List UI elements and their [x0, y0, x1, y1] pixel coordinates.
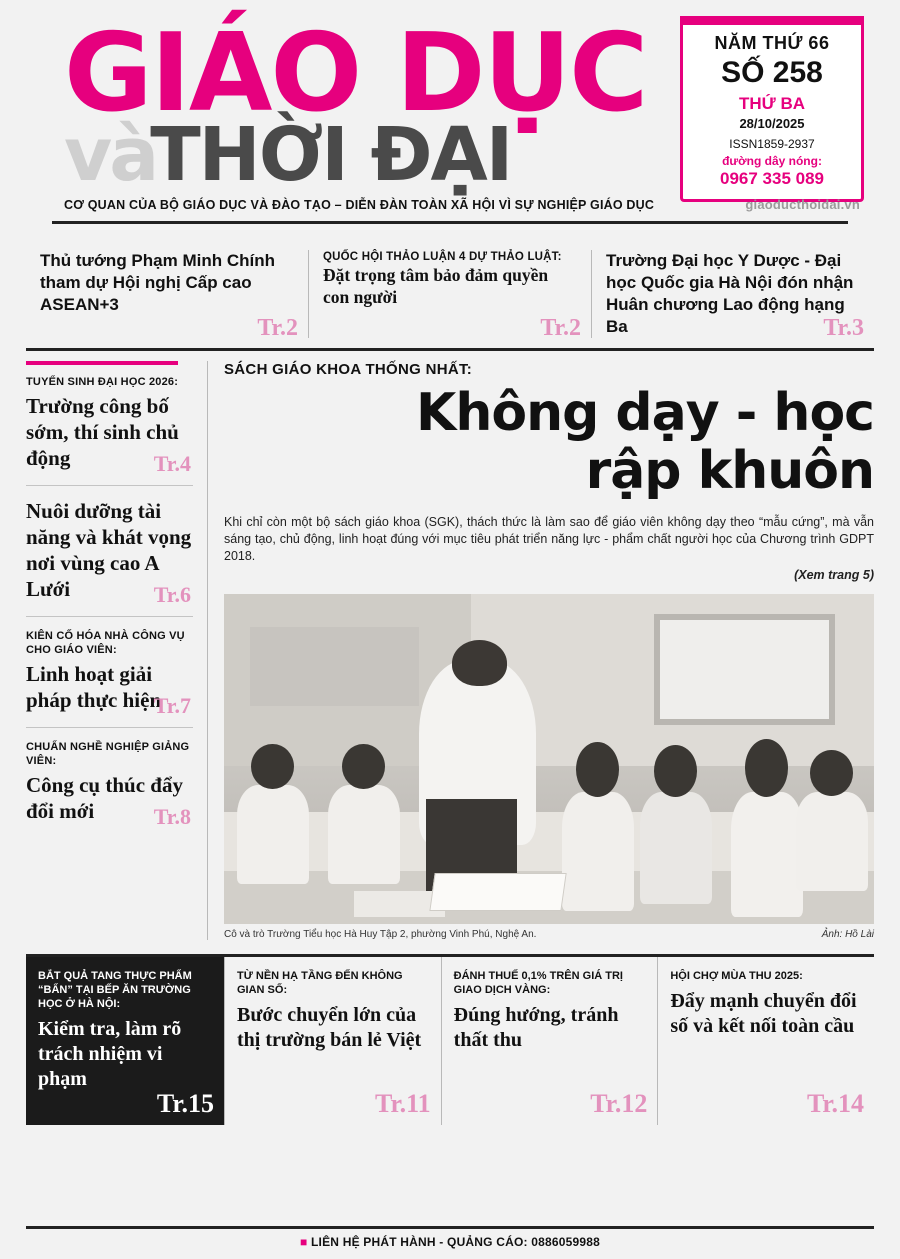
footer-contact [26, 1235, 874, 1249]
bottom-teaser-title: Đẩy mạnh chuyển đổi số và kết nối toàn cầu [670, 990, 857, 1037]
sidebar-item-title: Linh hoạt giải pháp thực hiện [26, 662, 162, 712]
masthead-tagline: CƠ QUAN CỦA BỘ GIÁO DỤC VÀ ĐÀO TẠO – DIỄN ĐÀN TOÀN XÃ HỘI VÌ SỰ NGHIỆP GIÁO DỤC [64, 198, 655, 212]
sidebar-item-2[interactable] [26, 498, 193, 617]
photo-student [562, 792, 634, 911]
teaser-title: Thủ tướng Phạm Minh Chính tham dự Hội nghị Cấp cao ASEAN+3 [40, 251, 275, 314]
footer-bullet-icon: ■ [300, 1235, 308, 1249]
deck-text: Khi chỉ còn một bộ sách giáo khoa (SGK), thách thức là làm sao để giáo viên không dạy theo “mẫu cứng”, mà vẫn sáng tạo, chủ động, linh hoạt đúng với mục tiêu phát triển năng lực - phẩm chất người học của Chương trình GDPT 2018. [224, 515, 874, 563]
hotline-number: 0967 335 089 [720, 169, 824, 188]
sidebar-item-kicker: CHUẨN NGHỀ NGHIỆP GIẢNG VIÊN: [26, 741, 190, 767]
tagline-row [26, 197, 874, 212]
masthead [26, 0, 874, 238]
photo-window [654, 614, 835, 725]
sidebar-item-title: Trường công bố sớm, thí sinh chủ động [26, 394, 179, 470]
sidebar-item-page-ref: Tr.7 [153, 693, 191, 718]
main-story-kicker: SÁCH GIÁO KHOA THỐNG NHẤT: [224, 361, 473, 378]
sidebar-item-page-ref: Tr.6 [153, 582, 191, 607]
classroom-photo [224, 594, 874, 924]
newspaper-logo [64, 11, 647, 198]
sidebar-item-3[interactable] [26, 629, 193, 728]
bottom-teaser-kicker: BẮT QUẢ TANG THỰC PHẨM “BẨN” TẠI BẾP ĂN TRƯỜNG HỌC Ở HÀ NỘI: [38, 970, 192, 1010]
bottom-teaser-4[interactable] [657, 957, 874, 1125]
photo-student [328, 785, 400, 884]
headline-line-1: Không dạy - học [416, 383, 874, 443]
photo-whiteboard [250, 627, 419, 706]
bottom-teaser-title: Kiểm tra, làm rõ trách nhiệm vi phạm [38, 1018, 182, 1090]
teaser-page-ref: Tr.2 [257, 315, 298, 341]
bottom-teaser-kicker: HỘI CHỢ MÙA THU 2025: [670, 970, 803, 982]
logo-title-sub [64, 112, 646, 198]
photo-student [731, 792, 803, 917]
photo-student [640, 792, 712, 904]
issue-box-accent-bar [680, 16, 864, 25]
sidebar-item-title: Công cụ thúc đẩy đổi mới [26, 773, 183, 823]
photo-caption: Cô và trò Trường Tiểu học Hà Huy Tập 2, phường Vinh Phú, Nghệ An. [224, 929, 537, 940]
teaser-strip [26, 238, 874, 351]
sidebar-item-kicker: TUYỂN SINH ĐẠI HỌC 2026: [26, 376, 179, 388]
bottom-teaser-page-ref: Tr.14 [806, 1089, 865, 1118]
main-story-headline [224, 384, 874, 500]
photo-student-head [654, 745, 697, 797]
teaser-title: Đặt trọng tâm bảo đảm quyền con người [323, 265, 549, 307]
photo-student-head [251, 744, 294, 790]
photo-caption-row [224, 929, 874, 940]
teaser-item-3[interactable] [591, 250, 874, 341]
website-url[interactable]: giaoducthoidai.vn [745, 197, 860, 212]
sidebar-item-1[interactable] [26, 375, 193, 486]
hotline-label: đường dây nóng: [722, 154, 822, 168]
footer-contact-text: LIÊN HỆ PHÁT HÀNH - QUẢNG CÁO: 0886059988 [311, 1235, 600, 1249]
teaser-title: Trường Đại học Y Dược - Đại học Quốc gia Hà Nội đón nhận Huân chương Lao động hạng Ba [606, 251, 854, 336]
sidebar-item-title: Nuôi dưỡng tài năng và khát vọng nơi vùng cao A Lưới [26, 499, 192, 601]
issue-year: NĂM THỨ 66 [714, 33, 830, 53]
sidebar-item-4[interactable] [26, 740, 193, 838]
sidebar-accent-bar [26, 361, 178, 365]
photo-student-head [810, 750, 853, 796]
bottom-teaser-page-ref: Tr.11 [375, 1089, 431, 1118]
logo-title-main: GIÁO DỤC [64, 11, 647, 136]
photo-student-head [576, 742, 619, 797]
teaser-item-1[interactable] [26, 250, 308, 341]
teaser-page-ref: Tr.3 [823, 315, 864, 341]
issue-number: SỐ 258 [721, 56, 823, 89]
bottom-teaser-title: Đúng hướng, tránh thất thu [453, 1004, 619, 1051]
issue-date: 28/10/2025 [739, 116, 805, 131]
page-footer [26, 1226, 874, 1249]
body-columns [26, 351, 874, 940]
left-sidebar-column [26, 361, 208, 940]
main-photo-block [224, 594, 874, 940]
photo-student-head [745, 739, 788, 797]
bottom-teaser-2[interactable] [224, 957, 441, 1125]
logo-word-va: và [64, 112, 157, 198]
photo-open-book [429, 873, 566, 911]
bottom-teaser-title: Bước chuyển lớn của thị trường bán lẻ Việt [237, 1004, 422, 1051]
issue-issn: ISSN1859-2937 [729, 137, 815, 151]
main-story-deck [224, 514, 874, 584]
photo-student [796, 792, 868, 891]
photo-student-head [342, 744, 385, 790]
teaser-kicker: QUỐC HỘI THẢO LUẬN 4 DỰ THẢO LUẬT: [323, 251, 562, 263]
see-page-ref: (Xem trang 5) [794, 568, 874, 582]
bottom-teaser-page-ref: Tr.12 [590, 1089, 648, 1118]
issue-info-box [680, 16, 864, 202]
bottom-teaser-page-ref: Tr.15 [156, 1089, 214, 1118]
logo-word-thoidai: THỜI ĐẠI [150, 112, 512, 198]
bottom-teaser-strip [26, 954, 874, 1125]
bottom-teaser-3[interactable] [441, 957, 658, 1125]
bottom-teaser-kicker: ĐÁNH THUẾ 0,1% TRÊN GIÁ TRỊ GIAO DỊCH VÀNG: [453, 970, 623, 996]
photo-teacher-head [452, 640, 507, 686]
sidebar-item-kicker: KIÊN CỐ HÓA NHÀ CÔNG VỤ CHO GIÁO VIÊN: [26, 630, 185, 656]
photo-credit: Ảnh: Hồ Lài [821, 929, 874, 940]
sidebar-item-page-ref: Tr.4 [153, 451, 191, 476]
headline-line-2: rập khuôn [585, 441, 874, 501]
masthead-divider [52, 221, 848, 224]
main-story-column [208, 361, 874, 940]
teaser-page-ref: Tr.2 [540, 315, 581, 341]
teaser-item-2[interactable] [308, 250, 591, 341]
photo-student [237, 785, 309, 884]
bottom-teaser-1[interactable] [26, 957, 224, 1125]
issue-weekday: THỨ BA [738, 94, 806, 113]
bottom-teaser-kicker: TỪ NỀN HẠ TẦNG ĐẾN KHÔNG GIAN SỐ: [237, 970, 403, 996]
sidebar-item-page-ref: Tr.8 [153, 804, 191, 829]
